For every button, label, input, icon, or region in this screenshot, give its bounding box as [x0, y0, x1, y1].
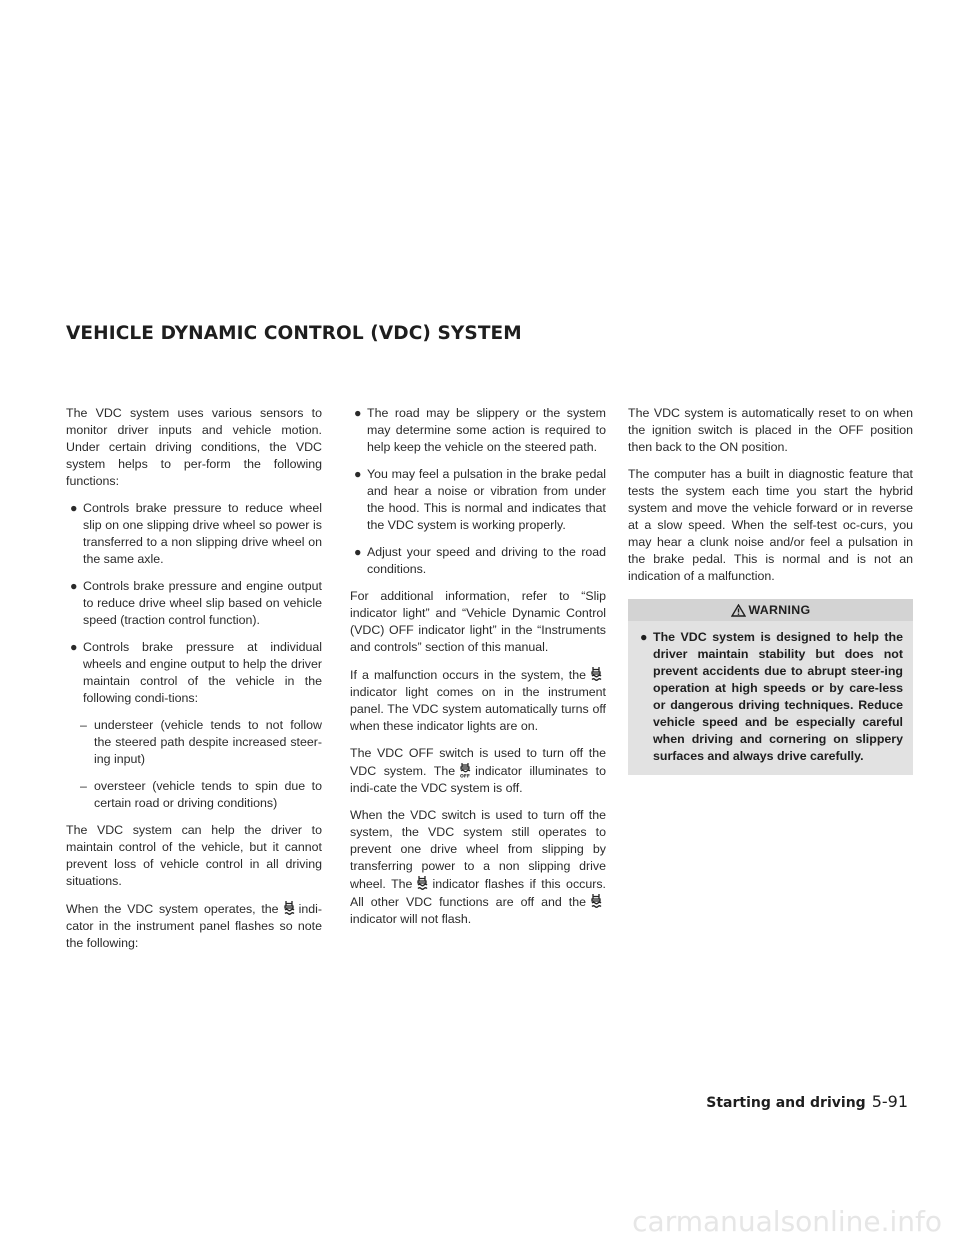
page-footer — [706, 1092, 908, 1111]
slip-indicator-icon — [282, 900, 296, 916]
page-number: 5-91 — [871, 1092, 908, 1111]
section-title — [66, 324, 522, 344]
bullet-icon: ● — [640, 630, 648, 644]
paragraph: The VDC system is automatically reset to on when the ignition switch is placed in the OFF position then back to the ON position. — [628, 406, 913, 454]
svg-text:OFF: OFF — [460, 774, 471, 778]
text-run: When the VDC switch is used to turn off the system, the VDC system still operates to prevent one drive wheel from slipping by transferring power to a non slipping drive wheel. The — [350, 808, 606, 891]
bullet-icon: ● — [354, 467, 362, 481]
watermark — [0, 1200, 960, 1242]
footer-section-title: Starting and driving — [706, 1095, 866, 1111]
text-run: When the VDC system operates, the — [66, 902, 279, 916]
paragraph — [350, 666, 606, 735]
list-item — [350, 405, 606, 456]
bullet-icon: ● — [70, 640, 78, 654]
paragraph — [350, 807, 606, 928]
paragraph — [66, 900, 322, 952]
bullet-icon: ● — [354, 545, 362, 559]
bullet-icon: ● — [70, 579, 78, 593]
list-item-text: You may feel a pulsation in the brake pedal and hear a noise or vibration from under the hood. This is normal and indicates that the VDC system is working properly. — [367, 467, 606, 532]
section-title-text: VEHICLE DYNAMIC CONTROL (VDC) SYSTEM — [66, 323, 522, 344]
paragraph: The VDC system can help the driver to maintain control of the vehicle, but it cannot prevent loss of vehicle control in all driving situations. — [66, 823, 322, 888]
warning-triangle-icon — [731, 604, 746, 617]
sub-list-item-text: understeer (vehicle tends to not follow the steered path despite increased steer-ing input) — [94, 718, 322, 766]
dash-glyph: – — [80, 779, 87, 793]
list-item-text: The VDC system is designed to help the driver maintain stability but does not prevent accidents due to abrupt steer-ing operation at high speeds or by care-less or dangerous driving techniques. Reduce vehicle speed and be especially careful when driving and cornering on slippery surfaces and always drive carefully. — [653, 630, 903, 763]
text-run: If a malfunction occurs in the system, the — [350, 668, 586, 682]
list-item — [66, 500, 322, 568]
list-item-text: Controls brake pressure to reduce wheel slip on one slipping drive wheel so power is transferred to a non slipping drive wheel on the same axle. — [83, 501, 322, 566]
text-run: The VDC OFF switch is used to turn off the VDC system. The — [350, 746, 606, 778]
column-2 — [350, 405, 606, 938]
warning-box — [628, 599, 913, 775]
intro-paragraph: The VDC system uses various sensors to monitor driver inputs and vehicle motion. Under certain driving conditions, the VDC system helps to per-form the following functions: — [66, 406, 322, 488]
paragraph — [350, 745, 606, 797]
vdc-off-indicator-icon — [458, 762, 472, 778]
list-item — [66, 578, 322, 629]
column-1 — [66, 405, 322, 962]
list-item-text: Controls brake pressure at individual wheels and engine output to help the driver maintain control of the vehicle in the following condi-tions: — [83, 640, 322, 705]
text-run: indi-cator in the instrument panel flashes so note the following: — [66, 902, 322, 950]
warning-title: WARNING — [748, 602, 811, 617]
slip-indicator-icon — [415, 875, 429, 891]
list-item — [350, 466, 606, 534]
warning-body — [628, 621, 913, 775]
text-run: indicator illuminates to indi-cate the VDC system is off. — [350, 764, 607, 795]
dash-glyph: – — [80, 718, 87, 732]
list-item — [636, 629, 903, 765]
warning-header — [628, 599, 913, 621]
text-run: indicator will not flash. — [350, 912, 472, 926]
list-item-text: Adjust your speed and driving to the road conditions. — [367, 545, 606, 576]
bullet-icon: ● — [70, 501, 78, 515]
list-item-text: Controls brake pressure and engine output to reduce drive wheel slip based on vehicle speed (traction control function). — [83, 579, 322, 627]
bullet-icon: ● — [354, 406, 362, 420]
list-item-text: The road may be slippery or the system may determine some action is required to help keep the vehicle on the steered path. — [367, 406, 606, 454]
sub-list-item — [66, 717, 322, 768]
paragraph: For additional information, refer to “Slip indicator light” and “Vehicle Dynamic Control (VDC) OFF indicator light” in the “Instruments and controls” section of this manual. — [350, 589, 606, 654]
text-run: indicator light comes on in the instrument panel. The VDC system automatically turns off when these indicator lights are on. — [350, 685, 606, 733]
slip-indicator-icon — [589, 666, 603, 682]
list-item — [350, 544, 606, 578]
column-3 — [628, 405, 913, 775]
watermark-text: carmanualsonline.info — [632, 1204, 942, 1238]
paragraph: The computer has a built in diagnostic feature that tests the system each time you start the hybrid system and move the vehicle forward or in reverse at a slow speed. When the self-test oc-curs, you may hear a clunk noise and/or feel a pulsation in the brake pedal. This is normal and is not an indication of a malfunction. — [628, 467, 913, 583]
slip-indicator-icon — [589, 893, 603, 909]
sub-list-item — [66, 778, 322, 812]
sub-list-item-text: oversteer (vehicle tends to spin due to certain road or driving conditions) — [94, 779, 322, 810]
text-run: indicator flashes if this occurs. All other VDC functions are off and the — [350, 877, 606, 909]
list-item — [66, 639, 322, 707]
